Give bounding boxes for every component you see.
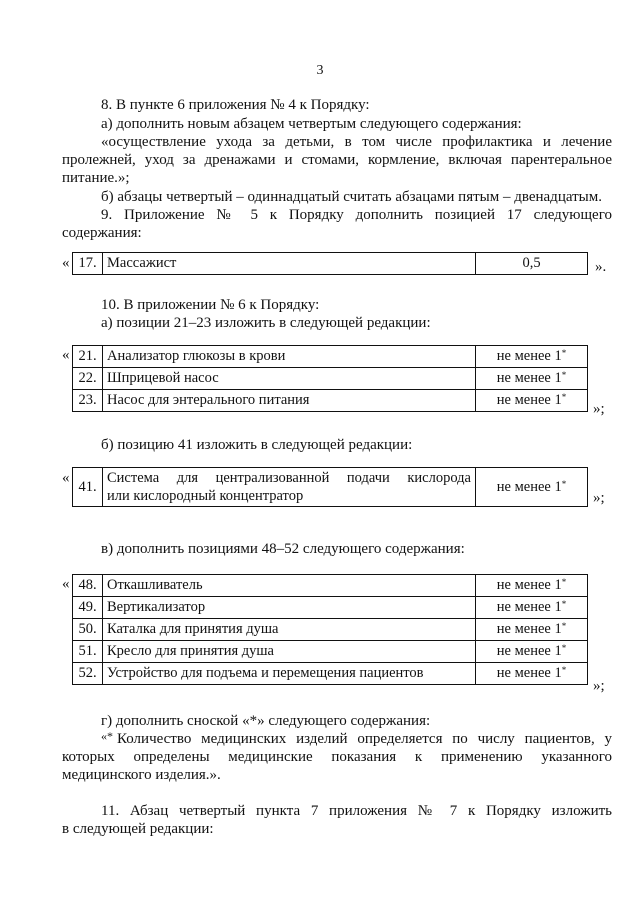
item-8-quote-line-2: пролежней, уход за дренажами и стомами, кормление, включая парентеральное — [62, 152, 612, 168]
close-quote: ». — [595, 259, 607, 275]
item-10-g: г) дополнить сноской «*» следующего содержания: — [101, 713, 431, 729]
table-positions-21-23 — [72, 345, 588, 412]
row-number: 21. — [73, 346, 103, 368]
row-name: Откашливатель — [103, 575, 476, 597]
table-positions-48-52 — [72, 574, 588, 685]
row-name: Насос для энтерального питания — [103, 390, 476, 412]
row-name: Каталка для принятия душа — [103, 619, 476, 641]
row-value — [476, 346, 588, 368]
row-value — [476, 575, 588, 597]
item-10-title: 10. В приложении № 6 к Порядку: — [101, 297, 320, 313]
table-row — [73, 641, 588, 663]
item-8-quote-line-1: «осуществление ухода за детьми, в том числе профилактика и лечение — [101, 134, 612, 150]
footnote-asterisk: * — [561, 348, 567, 358]
footnote-asterisk: * — [561, 577, 567, 587]
row-number: 50. — [73, 619, 103, 641]
table-position-17 — [72, 252, 588, 275]
row-name — [103, 468, 476, 507]
row-name: Массажист — [103, 253, 476, 275]
row-name: Кресло для принятия душа — [103, 641, 476, 663]
table-position-41 — [72, 467, 588, 507]
row-number: 49. — [73, 597, 103, 619]
row-name: Анализатор глюкозы в крови — [103, 346, 476, 368]
open-quote: « — [62, 576, 70, 592]
open-quote: « — [62, 347, 70, 363]
row-number: 23. — [73, 390, 103, 412]
item-10-b: б) позицию 41 изложить в следующей редакции: — [101, 437, 413, 453]
open-quote: « — [62, 255, 70, 271]
item-8-title: 8. В пункте 6 приложения № 4 к Порядку: — [101, 97, 370, 113]
row-number: 51. — [73, 641, 103, 663]
row-value — [476, 390, 588, 412]
footnote-asterisk: * — [561, 392, 567, 402]
footnote-asterisk: * — [561, 621, 567, 631]
value-text: не менее 1 — [496, 577, 562, 593]
item-10-c: в) дополнить позициями 48–52 следующего содержания: — [101, 541, 465, 557]
row-name: Вертикализатор — [103, 597, 476, 619]
footnote-asterisk: * — [561, 478, 567, 489]
footnote-asterisk: * — [561, 665, 567, 675]
row-name: Устройство для подъема и перемещения пациентов — [103, 663, 476, 685]
row-value — [476, 641, 588, 663]
row-value: 0,5 — [476, 253, 588, 275]
table-row — [73, 368, 588, 390]
value-text: не менее 1 — [496, 370, 562, 386]
table-row — [73, 390, 588, 412]
row-value — [476, 368, 588, 390]
row-value — [476, 468, 588, 507]
footnote-line-2: которых определены медицинские показания к применению указанного — [62, 749, 612, 765]
value-text: не менее 1 — [496, 599, 562, 615]
value-text: не менее 1 — [496, 643, 562, 659]
row-number: 22. — [73, 368, 103, 390]
close-quote: »; — [593, 678, 605, 694]
footnote-line-1 — [101, 730, 612, 748]
footnote-line-3: медицинского изделия.». — [62, 767, 221, 783]
table-row — [73, 468, 588, 507]
footnote-asterisk: * — [561, 643, 567, 653]
footnote-text-1: Количество медицинских изделий определяется по числу пациентов, у — [117, 731, 612, 747]
item-9-line-2: содержания: — [62, 225, 142, 241]
row-number: 52. — [73, 663, 103, 685]
value-text: не менее 1 — [496, 478, 562, 495]
item-11-line-2: в следующей редакции: — [62, 821, 214, 837]
footnote-asterisk: * — [561, 599, 567, 609]
item-10-a: а) позиции 21–23 изложить в следующей редакции: — [101, 315, 431, 331]
footnote-asterisk: * — [561, 370, 567, 380]
table-row — [73, 619, 588, 641]
footnote-mark: «* — [101, 729, 113, 743]
item-8-b: б) абзацы четвертый – одиннадцатый считать абзацами пятым – двенадцатым. — [101, 189, 602, 205]
row-name: Шприцевой насос — [103, 368, 476, 390]
close-quote: »; — [593, 490, 605, 506]
open-quote: « — [62, 470, 70, 486]
item-8-a: а) дополнить новым абзацем четвертым следующего содержания: — [101, 116, 522, 132]
row-value — [476, 619, 588, 641]
table-row — [73, 597, 588, 619]
table-row — [73, 663, 588, 685]
value-text: не менее 1 — [496, 621, 562, 637]
table-row — [73, 346, 588, 368]
close-quote: »; — [593, 401, 605, 417]
table-row — [73, 575, 588, 597]
value-text: не менее 1 — [496, 392, 562, 408]
item-11-line-1: 11. Абзац четвертый пункта 7 приложения № 7 к Порядку изложить — [101, 803, 612, 819]
table-row — [73, 253, 588, 275]
item-9-line-1: 9. Приложение № 5 к Порядку дополнить позицией 17 следующего — [101, 207, 612, 223]
row-value — [476, 663, 588, 685]
item-8-quote-line-3: питание.»; — [62, 170, 130, 186]
row-name-line-2: или кислородный концентратор — [107, 488, 304, 504]
row-number: 41. — [73, 468, 103, 507]
page-number: 3 — [316, 63, 324, 78]
row-name-line-1: Система для централизованной подачи кислорода — [107, 470, 471, 486]
row-value — [476, 597, 588, 619]
value-text: не менее 1 — [496, 348, 562, 364]
value-text: не менее 1 — [496, 665, 562, 681]
row-number: 17. — [73, 253, 103, 275]
row-number: 48. — [73, 575, 103, 597]
